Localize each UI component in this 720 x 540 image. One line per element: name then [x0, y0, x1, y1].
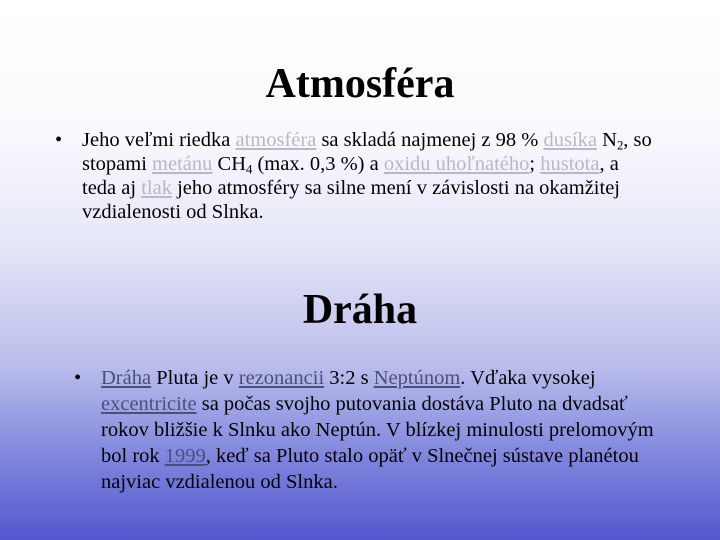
text-run: 3:2 s [324, 367, 374, 389]
link-metanu[interactable]: metánu [152, 153, 213, 175]
link-excentricite[interactable]: excentricite [101, 393, 197, 415]
link-rezonancii[interactable]: rezonancii [238, 367, 325, 389]
link-dusika[interactable]: dusíka [543, 129, 597, 151]
text-run: (max. 0,3 %) a [252, 153, 384, 175]
heading-draha: Dráha [302, 287, 418, 333]
bullet-paragraph-draha [74, 365, 674, 495]
text-run: , a teda aj [82, 153, 619, 199]
bullet-marker: • [55, 129, 63, 151]
text-run: . Vďaka vysokej [460, 367, 596, 389]
text-run: Pluta je v [151, 367, 239, 389]
text-run: ; [529, 153, 541, 175]
paragraph-text [74, 365, 674, 495]
bullet-marker: • [74, 367, 82, 389]
link-oxidu-uholnateho[interactable]: oxidu uhoľnatého [383, 153, 530, 175]
text-run: Jeho veľmi riedka [82, 129, 236, 151]
bullet-paragraph-atmosfera [55, 128, 655, 224]
link-1999[interactable]: 1999 [164, 445, 206, 467]
text-run: , keď sa Pluto stalo opäť v Slnečnej sústave planétou najviac vzdialenou od Slnka. [101, 445, 639, 493]
link-tlak[interactable]: tlak [141, 177, 172, 199]
link-neptunom[interactable]: Neptúnom [373, 367, 461, 389]
text-run: N [597, 129, 617, 151]
text-run: jeho atmosféry sa silne mení v závislosti na okamžitej vzdialenosti od Slnka. [82, 177, 620, 223]
link-atmosfera[interactable]: atmosféra [235, 129, 317, 151]
link-draha[interactable]: Dráha [101, 367, 152, 389]
heading-atmosfera: Atmosféra [265, 61, 455, 107]
text-run: sa skladá najmenej z 98 % [316, 129, 544, 151]
text-run: , so stopami [82, 129, 652, 175]
text-run: CH [212, 153, 246, 175]
text-run: sa počas svojho putovania dostáva Pluto na dvadsať rokov bližšie k Slnku ako Neptún. V blízkej minulosti prelomovým bol rok [101, 393, 654, 467]
paragraph-text [55, 128, 655, 224]
link-hustota[interactable]: hustota [540, 153, 600, 175]
subscript-4: 4 [246, 162, 253, 177]
subscript-2: 2 [616, 138, 624, 153]
